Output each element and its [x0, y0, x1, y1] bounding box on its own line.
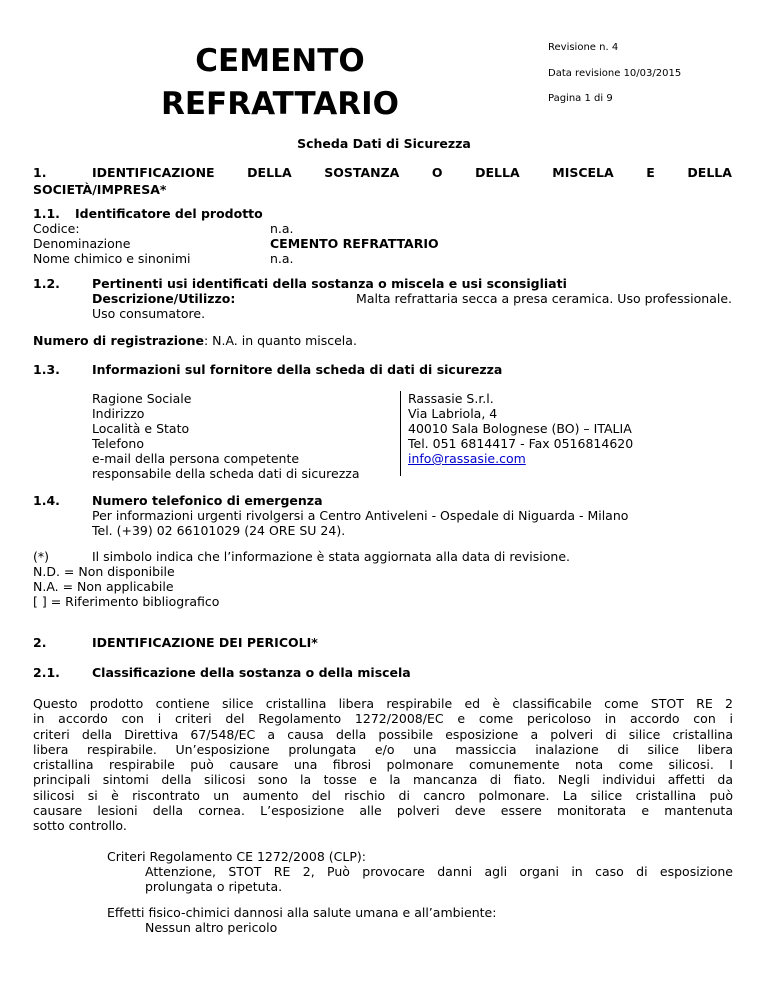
clp-line1	[145, 864, 733, 879]
section11-title: Identificatore del prodotto	[75, 206, 263, 221]
section1-heading-line2: SOCIETÀ/IMPRESA*	[33, 182, 167, 197]
emergency-line2: Tel. (+39) 02 66101029 (24 ORE SU 24).	[92, 523, 346, 538]
clp-line2: prolungata o ripetuta.	[145, 879, 283, 894]
note-nd: N.D. = Non disponibile	[33, 564, 175, 579]
product-title	[150, 40, 410, 126]
paragraph-line: silicosi si è riscontrato un aumento del rischio di cancro polmonare. La silice cristallina può	[33, 787, 733, 803]
registration-text: : N.A. in quanto miscela.	[203, 333, 357, 348]
section13-number: 1.3.	[33, 362, 60, 377]
supplier-value: Via Labriola, 4	[408, 406, 498, 421]
emergency-line1: Per informazioni urgenti rivolgersi a Centro Antiveleni - Ospedale di Niguarda - Milano	[92, 508, 629, 523]
description-label: Descrizione/Utilizzo:	[92, 291, 236, 306]
page-number: Pagina 1 di 9	[548, 93, 613, 104]
section14-title: Numero telefonico di emergenza	[92, 493, 323, 508]
supplier-label: Ragione Sociale	[92, 391, 192, 406]
effects-value: Nessun altro pericolo	[145, 920, 278, 935]
note-symbol-text: Il simbolo indica che l’informazione è stata aggiornata alla data di revisione.	[92, 549, 571, 564]
section13-title: Informazioni sul fornitore della scheda di dati di sicurezza	[92, 362, 503, 377]
section1-heading-word: DELLA	[475, 165, 520, 180]
product-title-line1: CEMENTO	[195, 43, 365, 79]
note-symbol: (*)	[33, 549, 50, 564]
note-na: N.A. = Non applicabile	[33, 579, 174, 594]
section12-description	[92, 291, 732, 306]
section1-heading-word: DELLA	[247, 165, 292, 180]
code-value: n.a.	[270, 221, 294, 236]
supplier-label: e-mail della persona competente	[92, 451, 300, 466]
paragraph-line: libera respirabile. Un’esposizione prolungata e/o una massiccia inalazione di silice libera	[33, 741, 733, 757]
name-value: CEMENTO REFRATTARIO	[270, 236, 439, 251]
supplier-label: Telefono	[92, 436, 144, 451]
supplier-email-link[interactable]: info@rassasie.com	[408, 451, 526, 466]
supplier-value: Tel. 051 6814417 - Fax 0516814620	[408, 436, 634, 451]
section14-number: 1.4.	[33, 493, 60, 508]
supplier-label: Località e Stato	[92, 421, 190, 436]
paragraph-line: principali sintomi della silicosi sono la tosse e la mancanza di fiato. Negli individui affetti da	[33, 772, 733, 788]
section21-title: Classificazione della sostanza o della miscela	[92, 665, 411, 680]
supplier-value: 40010 Sala Bolognese (BO) – ITALIA	[408, 421, 632, 436]
section1-heading	[92, 165, 732, 180]
revision-number: Revisione n. 4	[548, 42, 619, 53]
section1-number: 1.	[33, 165, 47, 180]
document-title: Scheda Dati di Sicurezza	[297, 136, 471, 151]
section1-heading-word: E	[646, 165, 655, 180]
revision-date: Data revisione 10/03/2015	[548, 68, 682, 79]
code-label: Codice:	[33, 221, 80, 236]
clp-label: Criteri Regolamento CE 1272/2008 (CLP):	[107, 849, 366, 864]
section1-heading-word: DELLA	[687, 165, 732, 180]
product-title-line2: REFRATTARIO	[160, 86, 400, 122]
registration-label: Numero di registrazione	[33, 333, 204, 348]
section11-number: 1.1.	[33, 206, 60, 221]
section1-heading-word: O	[431, 165, 443, 180]
classification-paragraph	[33, 696, 733, 834]
paragraph-line: sotto controllo.	[33, 818, 127, 834]
note-ref: [ ] = Riferimento bibliografico	[33, 594, 220, 609]
section21-number: 2.1.	[33, 665, 60, 680]
paragraph-line: causare lesioni della cornea. L’esposizione alle polveri deve essere monitorata e mantenuta	[33, 803, 733, 819]
section2-number: 2.	[33, 635, 47, 650]
paragraph-line: Questo prodotto contiene silice cristallina libera respirabile ed è classificabile come STOT RE 2	[33, 696, 733, 711]
paragraph-line: criteri della Direttiva 67/548/EC a causa della possibile esposizione a polveri di silice cristallina	[33, 726, 733, 742]
description-text: Malta refrattaria secca a presa ceramica. Uso professionale.	[356, 291, 732, 306]
section1-heading-word: IDENTIFICAZIONE	[92, 165, 215, 180]
supplier-divider	[400, 391, 401, 476]
section1-heading-word: SOSTANZA	[324, 165, 400, 180]
supplier-label: Indirizzo	[92, 406, 145, 421]
clp-line1-text: Attenzione, STOT RE 2, Può provocare danni agli organi in caso di esposizione	[145, 864, 733, 879]
effects-label: Effetti fisico-chimici dannosi alla salute umana e all’ambiente:	[107, 905, 497, 920]
supplier-label: responsabile della scheda dati di sicurezza	[92, 466, 360, 481]
section1-heading-word: MISCELA	[552, 165, 614, 180]
paragraph-line: cristallina respirabile può causare una fibrosi polmonare comunemente nota come silicosi. I	[33, 757, 733, 773]
name-label: Denominazione	[33, 236, 131, 251]
section12-number: 1.2.	[33, 276, 60, 291]
description-line2: Uso consumatore.	[92, 306, 206, 321]
synonyms-label: Nome chimico e sinonimi	[33, 251, 191, 266]
synonyms-value: n.a.	[270, 251, 294, 266]
paragraph-line: in accordo con i criteri del Regolamento 1272/2008/EC e come pericoloso in accordo con i	[33, 711, 733, 727]
registration-number	[33, 333, 357, 348]
section2-title: IDENTIFICAZIONE DEI PERICOLI*	[92, 635, 318, 650]
supplier-value: Rassasie S.r.l.	[408, 391, 494, 406]
section12-title: Pertinenti usi identificati della sostanza o miscela e usi sconsigliati	[92, 276, 567, 291]
